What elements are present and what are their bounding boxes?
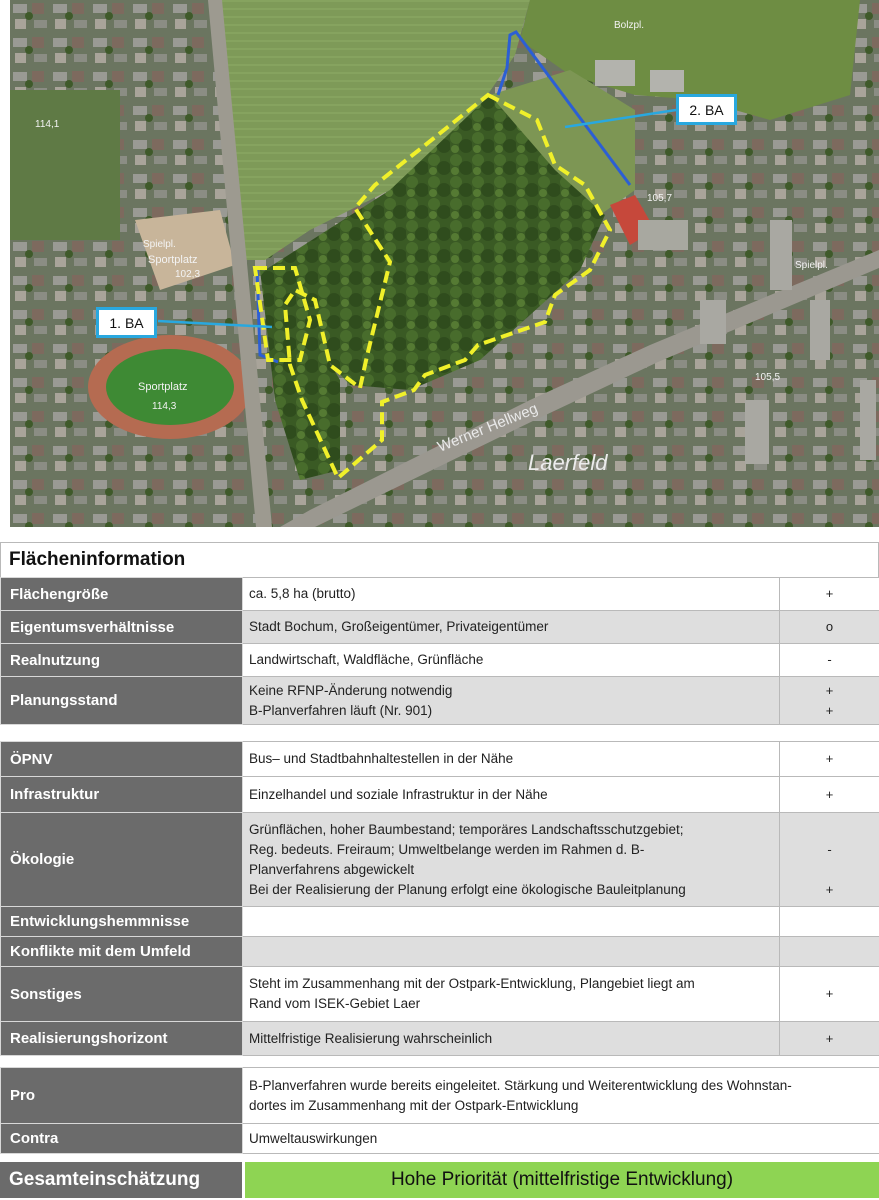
table-row bbox=[1, 937, 879, 967]
table-row bbox=[1, 578, 879, 611]
row-score-line: + bbox=[825, 881, 834, 897]
table-row bbox=[1, 813, 879, 907]
map-label-height-114-3: 114,3 bbox=[152, 401, 177, 412]
summary-row bbox=[0, 1162, 879, 1198]
map-label-spielpl-2: Spielpl. bbox=[795, 260, 828, 271]
row-value-line: Keine RFNP-Änderung notwendig bbox=[249, 682, 453, 698]
row-score: + bbox=[780, 742, 879, 777]
row-label-contra: Contra bbox=[1, 1124, 243, 1154]
row-label: Ökologie bbox=[1, 813, 243, 907]
table-row bbox=[1, 1124, 879, 1154]
bewertung-table bbox=[0, 741, 879, 1056]
table-row bbox=[1, 777, 879, 813]
row-value bbox=[243, 937, 780, 967]
row-value-line: Planverfahrens abgewickelt bbox=[249, 861, 415, 877]
row-value-line: B-Planverfahren wurde bereits eingeleitet. Stärkung und Weiterentwicklung des Wohnstan- bbox=[249, 1077, 792, 1093]
row-score-line: + bbox=[825, 702, 834, 718]
row-value-line: Steht im Zusammenhang mit der Ostpark-Entwicklung, Plangebiet liegt am bbox=[249, 976, 695, 991]
section-title: Flächeninformation bbox=[0, 542, 879, 577]
row-label: Konflikte mit dem Umfeld bbox=[1, 937, 243, 967]
map-label-height-105-7: 105,7 bbox=[647, 193, 673, 204]
pro-contra-table bbox=[0, 1067, 879, 1154]
row-score: + bbox=[780, 1022, 879, 1056]
row-label: Flächengröße bbox=[1, 578, 243, 611]
table-row bbox=[1, 907, 879, 937]
row-label: ÖPNV bbox=[1, 742, 243, 777]
row-value-line: Bei der Realisierung der Planung erfolgt eine ökologische Bauleitplanung bbox=[249, 881, 686, 897]
row-value: ca. 5,8 ha (brutto) bbox=[243, 578, 780, 611]
aerial-map bbox=[10, 0, 879, 527]
row-value: Bus– und Stadtbahnhaltestellen in der Nähe bbox=[243, 742, 780, 777]
row-label: Planungsstand bbox=[1, 677, 243, 725]
aerial-map-image bbox=[10, 0, 879, 527]
map-frame bbox=[0, 0, 879, 538]
callout-1-ba: 1. BA bbox=[96, 307, 157, 338]
row-score: + bbox=[780, 967, 879, 1022]
row-value bbox=[243, 677, 780, 725]
map-label-height-105-5: 105,5 bbox=[755, 372, 781, 383]
map-label-height-114-1: 114,1 bbox=[35, 119, 60, 130]
row-score-line: + bbox=[825, 682, 834, 698]
table-row bbox=[1, 1022, 879, 1056]
summary-label: Gesamteinschätzung bbox=[0, 1162, 242, 1198]
table-row bbox=[1, 967, 879, 1022]
map-label-bolzpl: Bolzpl. bbox=[614, 20, 645, 31]
row-score bbox=[780, 813, 879, 907]
row-value-line: dortes im Zusammenhang mit der Ostpark-Entwicklung bbox=[249, 1097, 579, 1113]
row-value: Einzelhandel und soziale Infrastruktur in der Nähe bbox=[243, 777, 780, 813]
row-value: Stadt Bochum, Großeigentümer, Privateigentümer bbox=[243, 611, 780, 644]
row-score bbox=[780, 907, 879, 937]
row-value-line: B-Planverfahren läuft (Nr. 901) bbox=[249, 702, 433, 718]
table-row bbox=[1, 644, 879, 677]
row-label-pro: Pro bbox=[1, 1068, 243, 1124]
row-value-line: Rand vom ISEK-Gebiet Laer bbox=[249, 996, 421, 1011]
row-score-line: - bbox=[827, 841, 832, 857]
row-score: + bbox=[780, 777, 879, 813]
map-label-sportplatz-2: Sportplatz bbox=[138, 381, 188, 393]
table-row bbox=[1, 742, 879, 777]
row-value: Mittelfristige Realisierung wahrscheinlich bbox=[243, 1022, 780, 1056]
row-value-line: Grünflächen, hoher Baumbestand; temporäres Landschaftsschutzgebiet; bbox=[249, 821, 684, 837]
map-label-street: Werner Hellweg bbox=[435, 400, 541, 456]
row-label: Eigentumsverhältnisse bbox=[1, 611, 243, 644]
row-label: Entwicklungshemmnisse bbox=[1, 907, 243, 937]
map-label-spielpl-1: Spielpl. bbox=[143, 239, 176, 250]
summary-value: Hohe Priorität (mittelfristige Entwicklung) bbox=[245, 1162, 879, 1198]
row-score bbox=[780, 937, 879, 967]
row-score bbox=[780, 677, 879, 725]
row-value bbox=[243, 1068, 879, 1124]
row-score: - bbox=[780, 644, 879, 677]
callout-2-ba: 2. BA bbox=[676, 94, 737, 125]
map-label-district: Laerfeld bbox=[528, 450, 608, 475]
row-label: Infrastruktur bbox=[1, 777, 243, 813]
table-row bbox=[1, 1068, 879, 1124]
flaecheninfo-table bbox=[0, 577, 879, 725]
table-row bbox=[1, 677, 879, 725]
row-value-line: Reg. bedeuts. Freiraum; Umweltbelange werden im Rahmen d. B- bbox=[249, 841, 645, 857]
row-value bbox=[243, 907, 780, 937]
row-label: Realisierungshorizont bbox=[1, 1022, 243, 1056]
row-value bbox=[243, 967, 780, 1022]
row-value: Landwirtschaft, Waldfläche, Grünfläche bbox=[243, 644, 780, 677]
row-value: Umweltauswirkungen bbox=[243, 1124, 879, 1154]
row-score: + bbox=[780, 578, 879, 611]
row-label: Sonstiges bbox=[1, 967, 243, 1022]
row-label: Realnutzung bbox=[1, 644, 243, 677]
map-label-height-102: 102,3 bbox=[175, 269, 201, 280]
table-row bbox=[1, 611, 879, 644]
row-value bbox=[243, 813, 780, 907]
row-score: o bbox=[780, 611, 879, 644]
map-label-sportplatz-1: Sportplatz bbox=[148, 254, 198, 266]
